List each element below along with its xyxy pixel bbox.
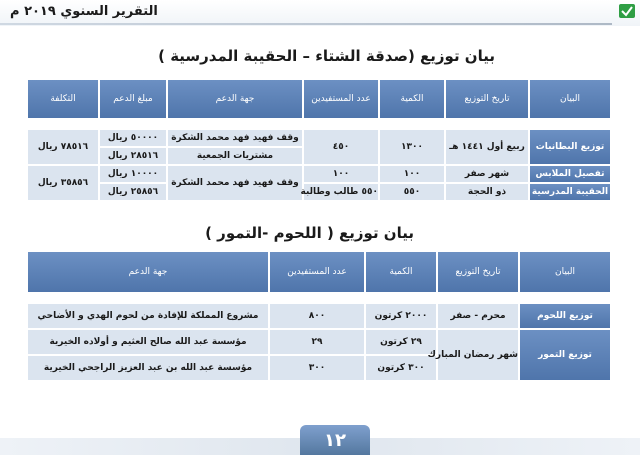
table-row — [28, 304, 610, 328]
cell-date: ذو الحجة — [446, 184, 528, 200]
cell-beneficiaries: ٨٠٠ — [270, 304, 364, 328]
cell-qty: ٢٩ كرتون — [366, 330, 436, 354]
cell-amount: ٥٠٠٠٠ ريال — [100, 130, 166, 146]
cell-qty: ٣٠٠ كرتون — [366, 356, 436, 380]
page-header — [0, 0, 640, 26]
col-header: الكمية — [366, 252, 436, 292]
header-divider — [0, 23, 612, 25]
col-header: عدد المستفيدين — [270, 252, 364, 292]
table-row — [28, 166, 610, 182]
col-header: مبلغ الدعم — [100, 80, 166, 118]
col-header: عدد المستفيدين — [304, 80, 378, 118]
row-label: توزيع التمور — [520, 330, 610, 380]
cell-beneficiaries: ٤٥٠ — [304, 130, 378, 164]
cell-amount: ٢٥٨٥٦ ريال — [100, 184, 166, 200]
section1-title: بيان توزيع (صدقة الشتاء – الحقيبة المدرسية ) — [158, 47, 495, 65]
distribution-table-meat-dates — [26, 250, 612, 382]
row-label: توزيع البطانيات — [530, 130, 610, 164]
cell-donor: وقف فهيد فهد محمد الشكرة — [168, 166, 302, 200]
row-label: توزيع اللحوم — [520, 304, 610, 328]
col-header: تاريخ التوزيع — [438, 252, 518, 292]
logo-icon — [614, 0, 640, 22]
cell-beneficiaries: ٥٥٠ طالب وطالبة — [304, 184, 378, 200]
distribution-table-winter — [26, 78, 612, 202]
cell-amount: ١٠٠٠٠ ريال — [100, 166, 166, 182]
table-header-row — [28, 80, 610, 118]
col-header: البيان — [520, 252, 610, 292]
section2-title: بيان توزيع ( اللحوم -التمور ) — [205, 224, 414, 242]
table-header-row — [28, 252, 610, 292]
cell-beneficiaries: ٣٠٠ — [270, 356, 364, 380]
col-header: التكلفة — [28, 80, 98, 118]
cell-qty: ٥٥٠ — [380, 184, 444, 200]
cell-date: ربيع أول ١٤٤١ هـ — [446, 130, 528, 164]
col-header: تاريخ التوزيع — [446, 80, 528, 118]
col-header: الكمية — [380, 80, 444, 118]
col-header: البيان — [530, 80, 610, 118]
cell-donor: مؤسسة عبد الله صالح العثيم و أولاده الخيرية — [28, 330, 268, 354]
cell-donor: وقف فهيد فهد محمد الشكرة — [168, 130, 302, 146]
cell-beneficiaries: ١٠٠ — [304, 166, 378, 182]
cell-qty: ١٣٠٠ — [380, 130, 444, 164]
report-title: التقرير السنوي ٢٠١٩ م — [10, 4, 158, 19]
cell-qty: ١٠٠ — [380, 166, 444, 182]
cell-date: شهر رمضان المبارك — [438, 330, 518, 380]
cell-cost: ٣٥٨٥٦ ريال — [28, 166, 98, 200]
col-header: جهة الدعم — [168, 80, 302, 118]
cell-donor: مؤسسة عبد الله بن عبد العزيز الراجحي الخيرية — [28, 356, 268, 380]
cell-amount: ٢٨٥١٦ ريال — [100, 148, 166, 164]
table-row — [28, 130, 610, 146]
table-row — [28, 330, 610, 354]
cell-cost: ٧٨٥١٦ ريال — [28, 130, 98, 164]
cell-qty: ٢٠٠٠ كرتون — [366, 304, 436, 328]
row-label: الحقيبة المدرسية — [530, 184, 610, 200]
col-header: جهة الدعم — [28, 252, 268, 292]
cell-donor: مشتريات الجمعية — [168, 148, 302, 164]
page-number: ١٢ — [300, 425, 370, 455]
cell-beneficiaries: ٢٩ — [270, 330, 364, 354]
cell-donor: مشروع المملكة للإفادة من لحوم الهدي و الأضاحي — [28, 304, 268, 328]
cell-date: محرم - صفر — [438, 304, 518, 328]
table-row — [28, 184, 610, 200]
row-label: تفصيل الملابس — [530, 166, 610, 182]
cell-date: شهر صفر — [446, 166, 528, 182]
